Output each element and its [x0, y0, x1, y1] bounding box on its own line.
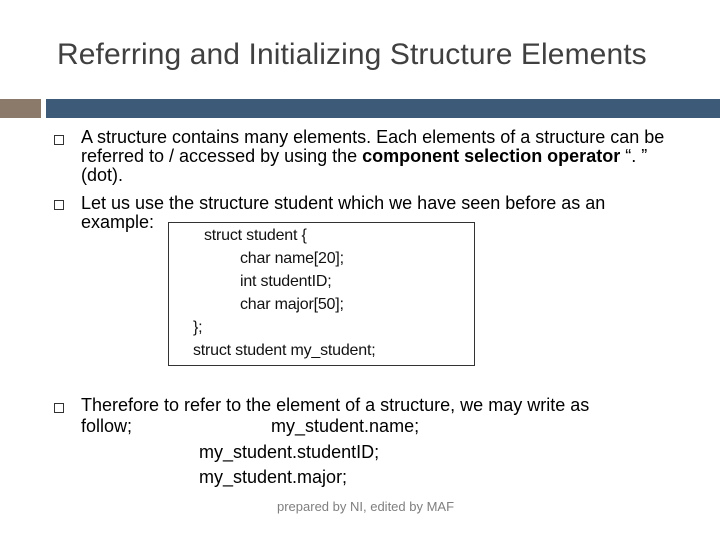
accent-bar-left	[0, 99, 41, 118]
bullet-1-text	[81, 128, 681, 185]
footer-credit: prepared by NI, edited by MAF	[277, 499, 455, 514]
bullet-3-line-1: Therefore to refer to the element of a structure, we may write as	[81, 395, 590, 415]
accent-bar-right	[46, 99, 720, 118]
bullet-3-code-line: my_student.major;	[199, 467, 348, 487]
bullet-3-code-line: my_student.studentID;	[199, 442, 380, 462]
code-line: int studentID;	[240, 273, 332, 290]
bullet-icon	[54, 135, 64, 145]
bullet-icon	[54, 200, 64, 210]
code-line: struct student my_student;	[193, 342, 376, 359]
bullet-1-text-part: A structure contains many elements. Each elements of a structure can be referred to / accessed by using the	[81, 127, 665, 166]
code-line: char name[20];	[240, 250, 344, 267]
code-line: };	[193, 319, 203, 336]
slide-title: Referring and Initializing Structure Elements	[57, 38, 647, 71]
bullet-3-code-inline: my_student.name;	[271, 416, 420, 436]
code-line: struct student {	[204, 227, 307, 244]
bullet-3-line-2-prefix: follow;	[81, 416, 133, 436]
bullet-1-text-tail: “. ” (dot).	[81, 146, 648, 185]
bullet-2-text: Let us use the structure student which we have seen before as an example:	[81, 193, 606, 232]
bullet-icon	[54, 403, 64, 413]
code-line: char major[50];	[240, 296, 344, 313]
bullet-1-bold-term: component selection operator	[362, 146, 621, 166]
